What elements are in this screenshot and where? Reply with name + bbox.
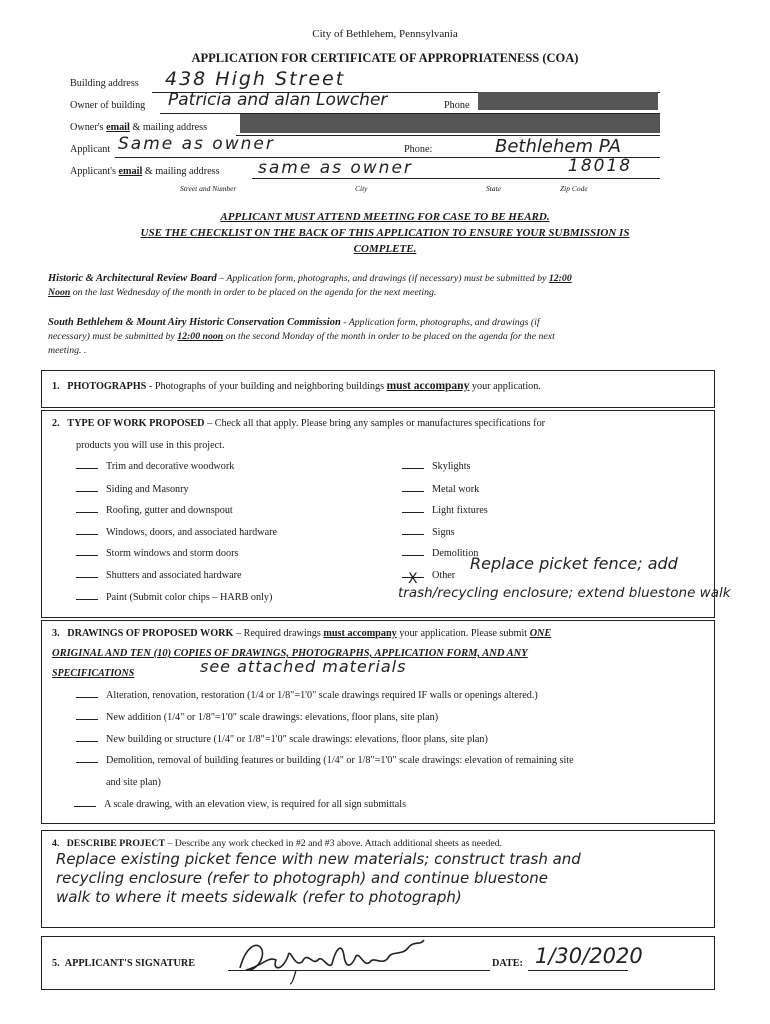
building-address-label: Building address <box>70 78 139 89</box>
work-item-windows[interactable]: Windows, doors, and associated hardware <box>76 527 277 538</box>
drawing-item-sign[interactable]: A scale drawing, with an elevation view, is required for all sign submittals <box>74 799 406 810</box>
city-heading: City of Bethlehem, Pennsylvania <box>312 28 458 40</box>
section-1-text: 1. PHOTOGRAPHS - Photographs of your building and neighboring buildings must accompany your application. <box>52 380 541 392</box>
section-3-line-2: ORIGINAL AND TEN (10) COPIES OF DRAWINGS, PHOTOGRAPHS, APPLICATION FORM, AND ANY <box>52 648 528 659</box>
work-item-storm[interactable]: Storm windows and storm doors <box>76 548 238 559</box>
other-value-line-2[interactable]: trash/recycling enclosure; extend bluestone walk <box>398 585 731 601</box>
caption-zip: Zip Code <box>560 184 588 193</box>
work-item-paint[interactable]: Paint (Submit color chips – HARB only) <box>76 592 272 603</box>
other-checkmark: X <box>408 571 418 587</box>
notice-line-1: APPLICANT MUST ATTEND MEETING FOR CASE TO BE HEARD. <box>220 211 550 223</box>
drawing-item-addition[interactable]: New addition (1/4" or 1/8"=1'0" scale drawings: elevations, floor plans, site plan) <box>76 712 438 723</box>
work-item-roofing[interactable]: Roofing, gutter and downspout <box>76 505 233 516</box>
work-item-signs[interactable]: Signs <box>402 527 455 538</box>
drawing-item-demolition[interactable]: Demolition, removal of building features or building (1/4" or 1/8"=1'0" scale drawings: elevation of remaining site <box>76 755 574 766</box>
applicant-label: Applicant <box>70 144 111 155</box>
sbmah-paragraph: South Bethlehem & Mount Airy Historic Conservation Commission - Application form, photographs, and drawings (if necessary) must be submitted by 12:00 noon on the second Monday of the month in order to be placed on the agenda for the next meeting. . <box>48 317 555 356</box>
other-value-line-1[interactable]: Replace picket fence; add <box>470 554 678 573</box>
describe-line-3[interactable]: walk to where it meets sidewalk (refer to photograph) <box>56 888 462 906</box>
notice-line-2: USE THE CHECKLIST ON THE BACK OF THIS APPLICATION TO ENSURE YOUR SUBMISSION IS <box>140 227 630 239</box>
applicant-signature[interactable] <box>232 926 432 986</box>
harb-paragraph: Historic & Architectural Review Board – Application form, photographs, and drawings (if necessary) must be submitted by 12:00 Noon on the last Wednesday of the month in order to be placed on the agenda for the next meeting. <box>48 273 572 298</box>
caption-street: Street and Number <box>180 184 237 193</box>
applicant-value[interactable]: Same as owner <box>118 134 275 154</box>
work-item-shutters[interactable]: Shutters and associated hardware <box>76 570 242 581</box>
section-3-line-3: SPECIFICATIONS <box>52 668 135 679</box>
work-item-demolition[interactable]: Demolition <box>402 548 478 559</box>
drawings-handwritten-note[interactable]: see attached materials <box>200 657 407 676</box>
section-3-text: 3. DRAWINGS OF PROPOSED WORK – Required drawings must accompany your application. Please submit ONE <box>52 628 552 639</box>
applicant-email-label: Applicant's email & mailing address <box>70 166 220 177</box>
applicant-phone-label: Phone: <box>404 144 433 155</box>
caption-state: State <box>486 184 501 193</box>
redacted-email <box>240 114 660 133</box>
date-label: DATE: <box>492 958 523 969</box>
building-address-value[interactable]: 438 High Street <box>165 68 346 90</box>
section-5-label: 5. APPLICANT'S SIGNATURE <box>52 958 196 969</box>
notice-line-3: COMPLETE. <box>353 243 417 255</box>
redacted-phone <box>478 92 658 110</box>
describe-line-2[interactable]: recycling enclosure (refer to photograph) and continue bluestone <box>56 869 549 887</box>
owner-value[interactable]: Patricia and alan Lowcher <box>168 90 388 110</box>
drawing-item-new-building[interactable]: New building or structure (1/4" or 1/8"=1'0" scale drawings: elevations, floor plans, site plan) <box>76 734 488 745</box>
applicant-city-value[interactable]: Bethlehem PA <box>495 136 621 157</box>
work-item-light[interactable]: Light fixtures <box>402 505 488 516</box>
work-item-other[interactable]: X Other <box>402 570 455 581</box>
date-value[interactable]: 1/30/2020 <box>535 944 643 968</box>
section-2-text-2: products you will use in this project. <box>76 440 225 451</box>
describe-line-1[interactable]: Replace existing picket fence with new materials; construct trash and <box>56 850 581 868</box>
work-item-skylights[interactable]: Skylights <box>402 461 471 472</box>
applicant-email-value[interactable]: same as owner <box>258 158 413 178</box>
work-item-metal[interactable]: Metal work <box>402 484 479 495</box>
work-item-trim[interactable]: Trim and decorative woodwork <box>76 461 234 472</box>
section-4-text: 4. DESCRIBE PROJECT – Describe any work checked in #2 and #3 above. Attach additional sheets as needed. <box>52 838 503 849</box>
section-2-text: 2. TYPE OF WORK PROPOSED – Check all that apply. Please bring any samples or manufactures specifications for <box>52 418 546 429</box>
caption-city: City <box>355 184 368 193</box>
work-item-siding[interactable]: Siding and Masonry <box>76 484 189 495</box>
drawing-item-demolition-cont: and site plan) <box>106 777 161 788</box>
owner-email-label: Owner's email & mailing address <box>70 122 208 133</box>
form-title: APPLICATION FOR CERTIFICATE OF APPROPRIATENESS (COA) <box>191 51 579 65</box>
owner-label: Owner of building <box>70 100 146 111</box>
owner-phone-label: Phone <box>444 100 470 111</box>
zip-value[interactable]: 18018 <box>568 156 633 176</box>
drawing-item-alteration[interactable]: Alteration, renovation, restoration (1/4 or 1/8"=1'0" scale drawings required IF walls or openings altered.) <box>76 690 538 701</box>
